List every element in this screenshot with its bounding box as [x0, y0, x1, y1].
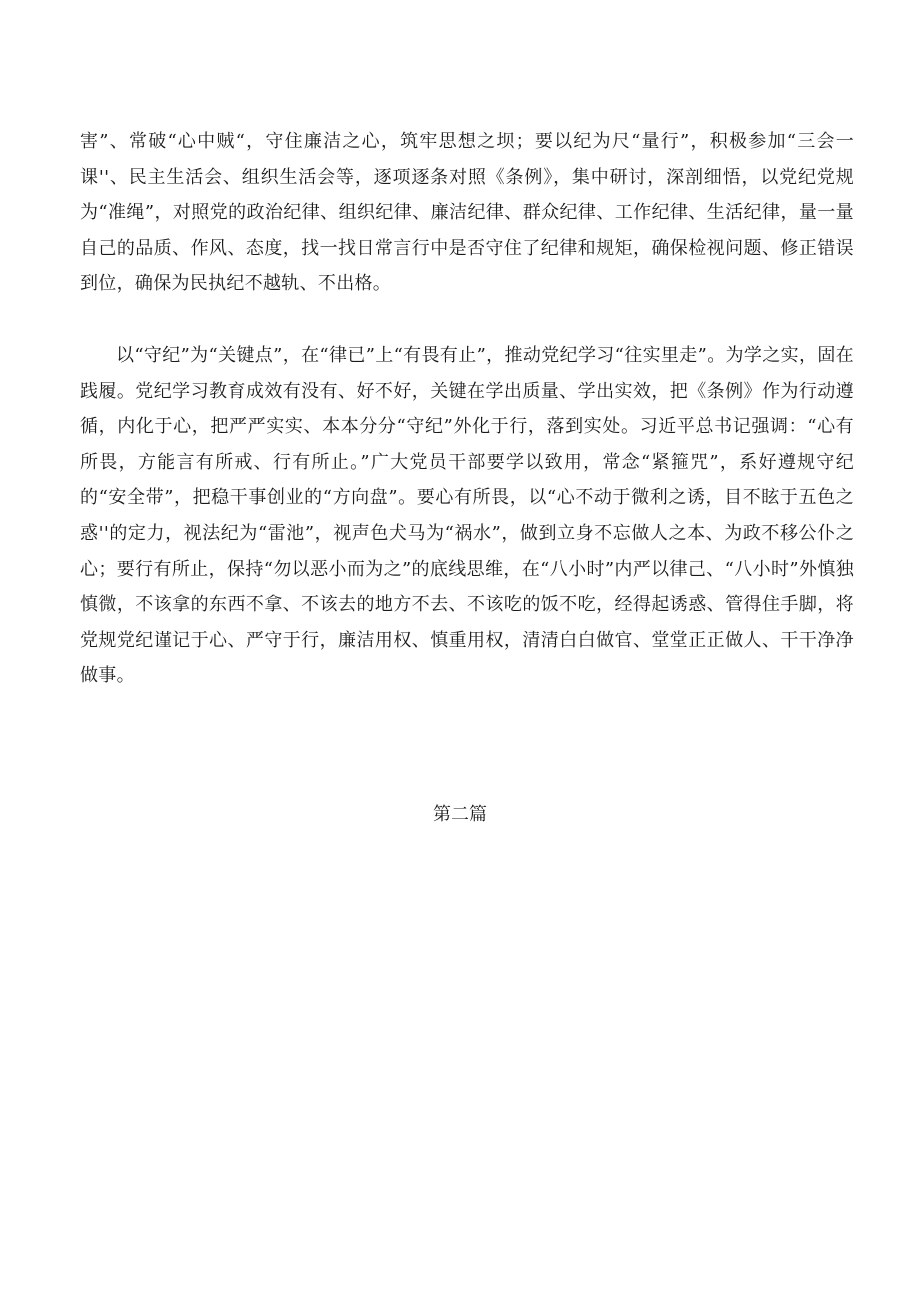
section-heading: 第二篇 — [433, 804, 487, 825]
paragraph-1: 害”、常破“心中贼“，守住廉洁之心，筑牢思想之坝；要以纪为尺“量行”，积极参加“三会一课''、民主生活会、组织生活会等，逐项逐条对照《条例》，集中研讨，深剖细悟，以党纪党规为“准绳”，对照党的政治纪律、组织纪律、廉洁纪律、群众纪律、工作纪律、生活纪律，量一量自己的品质、作风、态度，找一找日常言行中是否守住了纪律和规矩，确保检视问题、修正错误到位，确保为民执纪不越轨、不出格。 — [80, 131, 854, 295]
document-body — [80, 124, 854, 694]
paragraph-2: 以“守纪”为“关键点”，在“律已”上“有畏有止”，推动党纪学习“往实里走”。为学之实，固在践履。党纪学习教育成效有没有、好不好，关键在学出质量、学出实效，把《条例》作为行动遵循，内化于心，把严严实实、本本分分“守纪”外化于行，落到实处。习近平总书记强调：“心有所畏，方能言有所戒、行有所止。”广大党员干部要学以致用，常念“紧箍咒”，系好遵规守纪的“安全带”，把稳干事创业的“方向盘”。要心有所畏，以“心不动于微利之诱，目不眩于五色之惑''的定力，视法纪为“雷池”，视声色犬马为“祸水”，做到立身不忘做人之本、为政不移公仆之心；要行有所止，保持“勿以恶小而为之”的底线思维，在“八小时”内严以律己、“八小时”外慎独慎微，不该拿的东西不拿、不该去的地方不去、不该吃的饭不吃，经得起诱惑、管得住手脚，将党规党纪谨记于心、严守于行，廉洁用权、慎重用权，清清白白做官、堂堂正正做人、干干净净做事。 — [80, 344, 854, 687]
